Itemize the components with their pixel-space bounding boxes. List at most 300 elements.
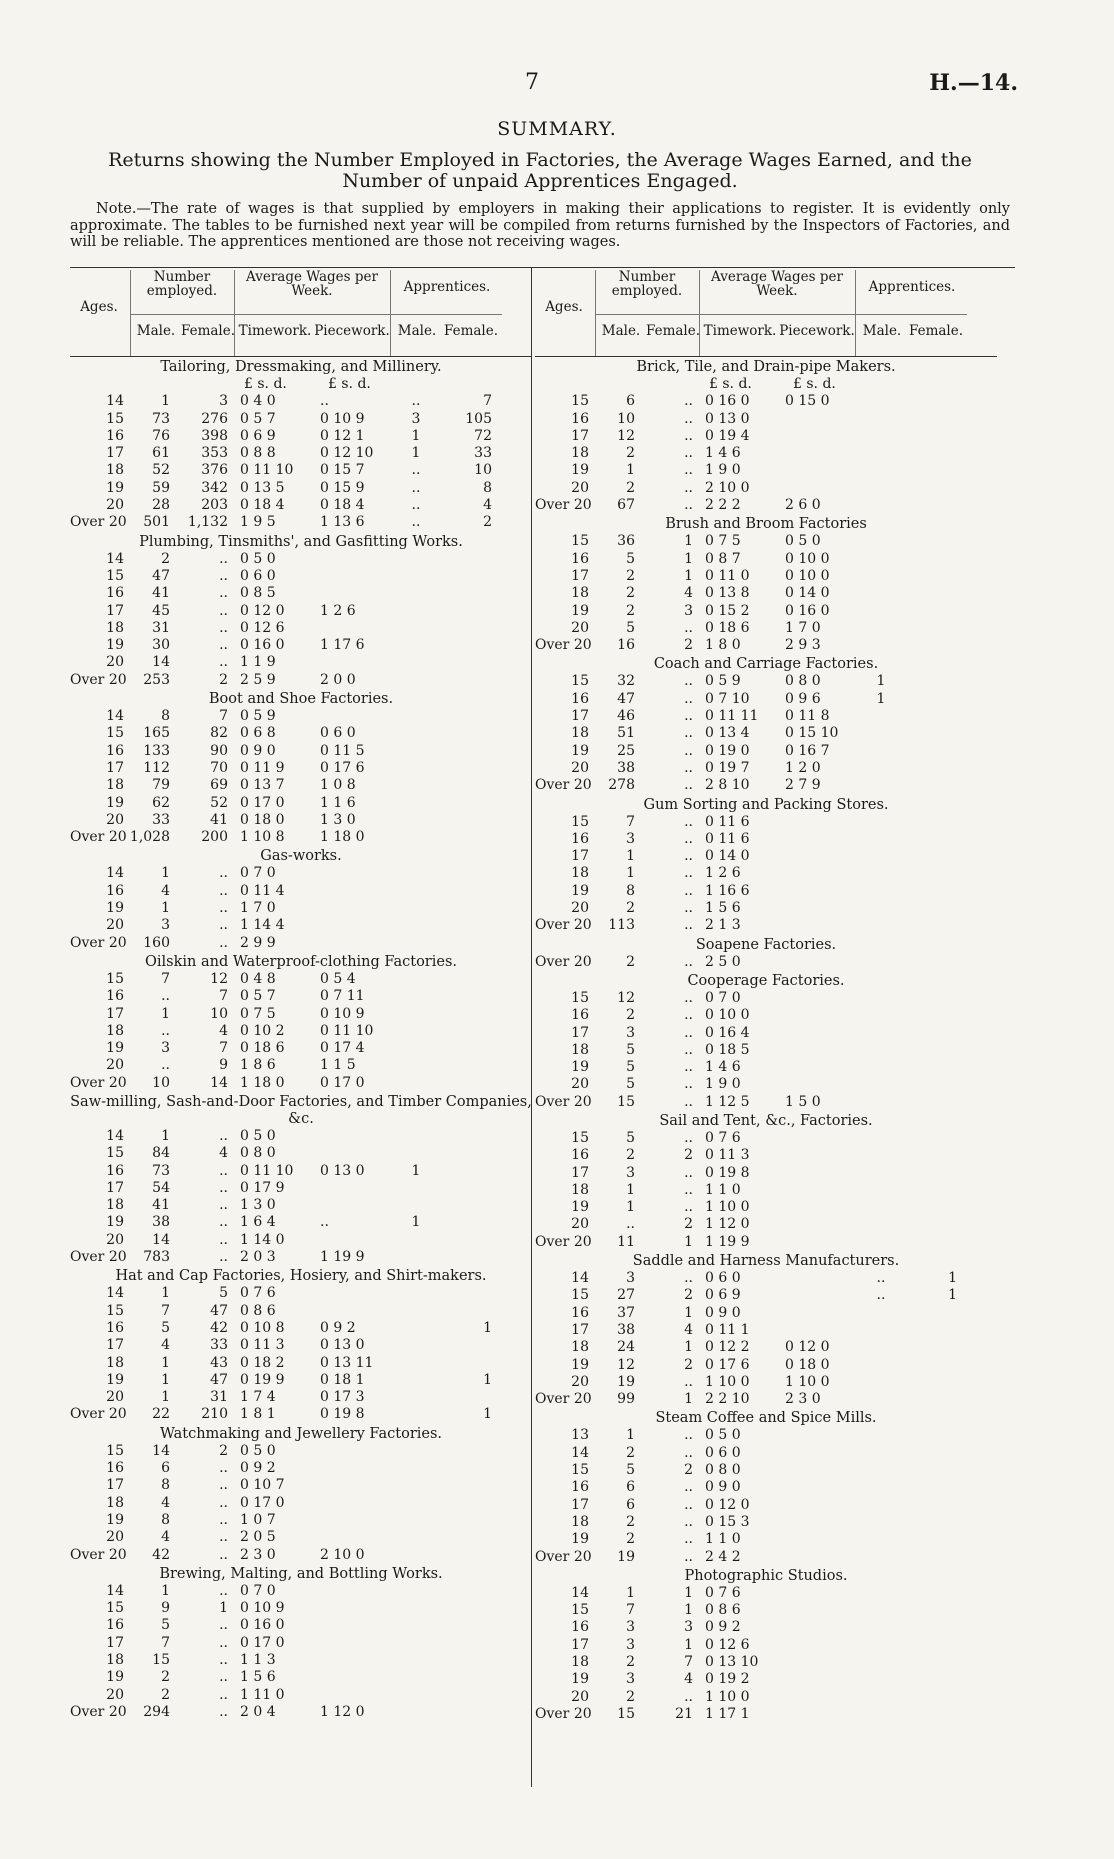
cell-apprentice-male [392, 1600, 440, 1617]
cell-female-employed: .. [219, 934, 228, 951]
cell-piecework [783, 1287, 857, 1304]
cell-apprentice-female [905, 1531, 963, 1548]
cell-piecework [783, 428, 857, 445]
cell-piecework [783, 1514, 857, 1531]
cell-timework: 2 2 10 [705, 1391, 750, 1408]
cell-apprentice-female [905, 1042, 963, 1059]
cell-male-employed: 5 [161, 1617, 170, 1634]
cell-age: Over 20 [70, 829, 127, 846]
cell-female-employed: .. [684, 1093, 693, 1110]
cell-timework: 1 6 4 [240, 1214, 276, 1231]
document-reference: H.—14. [929, 70, 1018, 96]
cell-male-employed: 12 [617, 427, 635, 444]
table-row [535, 954, 997, 971]
cell-male-employed: 1 [161, 393, 170, 410]
cell-age: 18 [571, 585, 589, 602]
cell-timework: 1 9 0 [705, 1076, 741, 1093]
cell-age: 17 [106, 1634, 124, 1651]
cell-timework: 0 8 6 [705, 1602, 741, 1619]
cell-timework: 1 12 5 [705, 1093, 750, 1110]
cell-timework: 0 11 9 [240, 759, 285, 776]
left-table-body [70, 359, 532, 1721]
cell-female-employed: .. [219, 1686, 228, 1703]
cell-apprentice-female [905, 708, 963, 725]
cell-piecework: 0 13 0 [320, 1162, 365, 1179]
cell-male-employed: 47 [152, 567, 170, 584]
cell-piecework [318, 568, 392, 585]
section-title: Hat and Cap Factories, Hosiery, and Shirt-makers. [115, 1268, 487, 1285]
cell-apprentice-male: 1 [411, 1214, 421, 1231]
cell-apprentice-male: .. [876, 1287, 886, 1304]
cell-apprentice-female [905, 1076, 963, 1093]
cell-age: 18 [106, 1022, 124, 1039]
cell-female-employed: 1 [684, 1304, 693, 1321]
note-paragraph: Note.—The rate of wages is that supplied by employers in making their applications to register. It is evidently only approximate. The tables to be furnished next year will be compiled from returns furnished by the Inspectors of Factories, and will be reliable. The apprentices mentioned are those not receiving wages. [70, 201, 1010, 250]
cell-male-employed: 62 [152, 794, 170, 811]
cell-timework: 0 18 4 [240, 497, 285, 514]
cell-female-employed: 33 [210, 1337, 228, 1354]
cell-female-employed: 2 [219, 1442, 228, 1459]
table-row [70, 654, 532, 671]
cell-female-employed: .. [219, 654, 228, 671]
cell-age: 16 [106, 742, 124, 759]
cell-piecework [783, 1671, 857, 1688]
cell-apprentice-male [857, 760, 905, 777]
cell-piecework: 0 13 0 [320, 1337, 365, 1354]
table-row [535, 777, 997, 794]
cell-apprentice-female [905, 428, 963, 445]
table-row [535, 831, 997, 848]
cell-timework: 2 5 0 [705, 953, 741, 970]
cell-timework: 0 16 0 [240, 1617, 285, 1634]
cell-apprentice-male [857, 1165, 905, 1182]
cell-female-employed: .. [684, 1548, 693, 1565]
cell-piecework: 1 13 6 [320, 514, 365, 531]
cell-male-employed: 5 [626, 1059, 635, 1076]
table-row [70, 829, 532, 846]
table-row [70, 445, 532, 462]
cell-male-employed: 2 [626, 602, 635, 619]
cell-apprentice-female [905, 1147, 963, 1164]
cell-age: 14 [106, 865, 124, 882]
table-row [70, 1163, 532, 1180]
cell-male-employed: 2 [626, 567, 635, 584]
table-row [535, 883, 997, 900]
section-title: Brush and Broom Factories [665, 516, 867, 533]
cell-piecework: 2 9 3 [785, 637, 821, 654]
table-row [535, 1287, 997, 1304]
cell-piecework: 0 18 1 [320, 1371, 365, 1388]
cell-piecework: 0 17 3 [320, 1389, 365, 1406]
cell-timework: 0 11 11 [705, 708, 759, 725]
header-currency-timework: £ s. d. [244, 376, 287, 392]
cell-age: 14 [571, 1444, 589, 1461]
cell-piecework [783, 1654, 857, 1671]
cell-male-employed: .. [626, 1216, 635, 1233]
cell-piecework [783, 848, 857, 865]
table-row [70, 988, 532, 1005]
cell-apprentice-female [905, 637, 963, 654]
cell-apprentice-female [440, 1337, 498, 1354]
cell-apprentice-female: 1 [948, 1287, 957, 1304]
cell-apprentice-male [392, 1040, 440, 1057]
cell-female-employed: 376 [201, 462, 228, 479]
cell-apprentice-male: .. [876, 1270, 886, 1287]
cell-age: 16 [106, 585, 124, 602]
table-row [535, 1479, 997, 1496]
cell-female-employed: .. [219, 1617, 228, 1634]
cell-female-employed: 398 [201, 427, 228, 444]
cell-timework: 0 4 0 [240, 393, 276, 410]
cell-age: 19 [571, 462, 589, 479]
cell-apprentice-female [440, 1180, 498, 1197]
cell-age: 19 [106, 637, 124, 654]
cell-age: 17 [571, 848, 589, 865]
cell-apprentice-female [440, 1285, 498, 1302]
cell-piecework: 2 0 0 [320, 671, 356, 688]
cell-age: Over 20 [70, 671, 127, 688]
cell-male-employed: 38 [617, 1321, 635, 1338]
header-vline [130, 270, 131, 356]
cell-apprentice-female [440, 1652, 498, 1669]
cell-apprentice-female [440, 654, 498, 671]
cell-timework: 0 5 0 [240, 550, 276, 567]
cell-piecework: .. [320, 393, 329, 410]
cell-piecework [783, 1602, 857, 1619]
cell-apprentice-male [857, 480, 905, 497]
cell-piecework [783, 445, 857, 462]
cell-apprentice-male [857, 462, 905, 479]
cell-male-employed: 6 [161, 1460, 170, 1477]
cell-female-employed: 1 [684, 1584, 693, 1601]
cell-piecework: 0 19 8 [320, 1406, 365, 1423]
table-row [70, 743, 532, 760]
cell-timework: 0 18 6 [240, 1040, 285, 1057]
cell-male-employed: 19 [617, 1373, 635, 1390]
cell-apprentice-female [905, 1059, 963, 1076]
cell-male-employed: 2 [626, 953, 635, 970]
cell-apprentice-male [392, 935, 440, 952]
cell-timework: 0 15 3 [705, 1513, 750, 1530]
table-row [70, 1197, 532, 1214]
cell-apprentice-female [440, 1006, 498, 1023]
cell-apprentice-female [440, 1512, 498, 1529]
cell-female-employed: .. [219, 1477, 228, 1494]
cell-apprentice-male [857, 1549, 905, 1566]
cell-female-employed: 3 [684, 1619, 693, 1636]
cell-timework: 0 17 0 [240, 1634, 285, 1651]
cell-age: 14 [106, 1285, 124, 1302]
cell-apprentice-male [392, 1320, 440, 1337]
cell-male-employed: 1 [626, 1427, 635, 1444]
cell-timework: 0 6 9 [705, 1287, 741, 1304]
table-row [535, 1339, 997, 1356]
cell-female-employed: .. [684, 1059, 693, 1076]
cell-male-employed: 30 [152, 637, 170, 654]
table-row [70, 883, 532, 900]
cell-apprentice-female: 8 [483, 479, 492, 496]
cell-piecework [318, 1512, 392, 1529]
cell-female-employed: .. [684, 462, 693, 479]
cell-female-employed: 41 [210, 811, 228, 828]
cell-male-employed: 76 [152, 427, 170, 444]
section-title: Brewing, Malting, and Bottling Works. [159, 1565, 443, 1582]
cell-apprentice-female [440, 1075, 498, 1092]
cell-apprentice-male [392, 760, 440, 777]
cell-female-employed: .. [684, 445, 693, 462]
cell-male-employed: 67 [617, 497, 635, 514]
cell-apprentice-female [905, 1094, 963, 1111]
cell-female-employed: .. [219, 1197, 228, 1214]
table-row [535, 1462, 997, 1479]
cell-age: Over 20 [70, 1406, 127, 1423]
cell-female-employed: .. [219, 1231, 228, 1248]
cell-male-employed: 47 [617, 690, 635, 707]
cell-female-employed: 12 [210, 970, 228, 987]
cell-timework: 1 4 6 [705, 445, 741, 462]
cell-timework: 0 5 7 [240, 988, 276, 1005]
cell-male-employed: 3 [626, 830, 635, 847]
cell-male-employed: 2 [161, 1686, 170, 1703]
table-row [70, 1635, 532, 1652]
cell-male-employed: 160 [143, 934, 170, 951]
cell-timework: 0 7 5 [705, 533, 741, 550]
cell-male-employed: 165 [143, 725, 170, 742]
cell-apprentice-male [857, 1199, 905, 1216]
cell-apprentice-female [905, 1479, 963, 1496]
cell-piecework: 0 18 0 [785, 1356, 830, 1373]
table-row [70, 760, 532, 777]
cell-apprentice-male [857, 831, 905, 848]
cell-male-employed: 1 [626, 848, 635, 865]
cell-age: 16 [106, 1617, 124, 1634]
cell-apprentice-female [905, 1671, 963, 1688]
cell-age: 17 [106, 1005, 124, 1022]
cell-female-employed: 1 [219, 1600, 228, 1617]
table-row [535, 1199, 997, 1216]
cell-age: 16 [106, 1319, 124, 1336]
cell-male-employed: 1 [626, 865, 635, 882]
cell-apprentice-female [440, 708, 498, 725]
cell-male-employed: 41 [152, 585, 170, 602]
table-row [70, 1495, 532, 1512]
cell-piecework [783, 1462, 857, 1479]
cell-timework: 0 13 7 [240, 777, 285, 794]
cell-age: 15 [106, 1145, 124, 1162]
cell-age: 17 [106, 1477, 124, 1494]
cell-male-employed: 38 [617, 759, 635, 776]
cell-male-employed: 51 [617, 725, 635, 742]
cell-age: 17 [571, 567, 589, 584]
cell-apprentice-female [905, 497, 963, 514]
table-row [535, 1322, 997, 1339]
cell-female-employed: .. [219, 900, 228, 917]
cell-male-employed: 1 [161, 1582, 170, 1599]
table-row [535, 1234, 997, 1251]
cell-apprentice-male [857, 497, 905, 514]
table-row [535, 393, 997, 410]
cell-apprentice-female [905, 1025, 963, 1042]
cell-female-employed: .. [219, 585, 228, 602]
cell-timework: 0 12 2 [705, 1339, 750, 1356]
cell-male-employed: 2 [626, 900, 635, 917]
cell-age: 18 [571, 1181, 589, 1198]
cell-apprentice-male [392, 1372, 440, 1389]
cell-age: Over 20 [70, 1074, 127, 1091]
table-row [70, 1704, 532, 1721]
cell-piecework [318, 1180, 392, 1197]
cell-timework: 0 5 9 [240, 708, 276, 725]
cell-male-employed: 3 [161, 1040, 170, 1057]
cell-apprentice-male [392, 1180, 440, 1197]
cell-female-employed: 5 [219, 1285, 228, 1302]
cell-timework: 1 16 6 [705, 882, 750, 899]
table-row [535, 848, 997, 865]
right-table [535, 270, 997, 1723]
cell-age: 18 [106, 1652, 124, 1668]
cell-apprentice-male [857, 1637, 905, 1654]
cell-piecework [783, 1182, 857, 1199]
cell-timework: 0 11 1 [705, 1321, 750, 1338]
cell-timework: 0 10 8 [240, 1319, 285, 1336]
table-row [70, 1006, 532, 1023]
cell-timework: 1 8 6 [240, 1057, 276, 1074]
cell-male-employed: 24 [617, 1339, 635, 1356]
cell-apprentice-female [440, 935, 498, 952]
table-row [70, 971, 532, 988]
cell-timework: 0 10 9 [240, 1600, 285, 1617]
cell-age: 19 [106, 479, 124, 496]
cell-male-employed: 2 [626, 585, 635, 602]
section-title: Oilskin and Waterproof-clothing Factories. [144, 953, 458, 970]
table-row [70, 568, 532, 585]
cell-timework: 0 12 6 [240, 619, 285, 636]
cell-timework: 0 18 6 [705, 619, 750, 636]
header-apprentice-male: Male. [397, 323, 437, 339]
cell-age: 18 [106, 777, 124, 794]
cell-apprentice-female [440, 743, 498, 760]
cell-apprentice-female [440, 1617, 498, 1634]
cell-timework: 0 9 2 [240, 1460, 276, 1477]
cell-female-employed: .. [219, 550, 228, 567]
cell-piecework [783, 814, 857, 831]
cell-apprentice-male [857, 568, 905, 585]
cell-female-employed: 31 [210, 1389, 228, 1406]
cell-timework: 1 10 0 [705, 1199, 750, 1216]
cell-age: 19 [106, 1371, 124, 1388]
cell-piecework [783, 1216, 857, 1233]
cell-male-employed: 3 [626, 1636, 635, 1653]
header-timework: Timework. [703, 323, 777, 339]
cell-age: Over 20 [535, 1548, 592, 1565]
cell-age: Over 20 [535, 1233, 592, 1250]
cell-male-employed: 278 [608, 777, 635, 794]
cell-apprentice-male [392, 603, 440, 620]
cell-apprentice-male [857, 865, 905, 882]
cell-female-employed: .. [219, 865, 228, 882]
cell-apprentice-female [905, 568, 963, 585]
cell-piecework: 0 15 10 [785, 725, 839, 742]
cell-apprentice-male [392, 551, 440, 568]
cell-age: 18 [571, 725, 589, 742]
cell-female-employed: .. [684, 1479, 693, 1496]
cell-timework: 0 8 8 [240, 445, 276, 462]
cell-female-employed: 7 [684, 1654, 693, 1670]
cell-female-employed: 70 [210, 759, 228, 776]
cell-piecework [318, 1197, 392, 1214]
cell-female-employed: 47 [210, 1371, 228, 1388]
table-row [535, 1689, 997, 1706]
cell-female-employed: .. [219, 1214, 228, 1231]
cell-female-employed: .. [684, 690, 693, 707]
cell-piecework: 0 15 7 [320, 462, 365, 479]
table-row [535, 1059, 997, 1076]
cell-age: 16 [106, 1162, 124, 1179]
cell-piecework: 0 11 8 [785, 708, 830, 725]
cell-apprentice-male [392, 1197, 440, 1214]
table-row [535, 725, 997, 742]
cell-female-employed: 3 [219, 393, 228, 410]
cell-apprentice-male [392, 1285, 440, 1302]
cell-female-employed: .. [219, 602, 228, 619]
cell-timework: 0 17 0 [240, 1494, 285, 1511]
cell-timework: 0 5 0 [240, 1442, 276, 1459]
cell-timework: 0 18 2 [240, 1354, 285, 1371]
cell-apprentice-male [392, 1006, 440, 1023]
cell-male-employed: 37 [617, 1304, 635, 1321]
table-row [70, 672, 532, 689]
cell-age: 15 [106, 1442, 124, 1459]
cell-apprentice-female [905, 814, 963, 831]
header-apprentice-female: Female. [908, 323, 964, 339]
table-row [535, 568, 997, 585]
cell-timework: 0 5 0 [240, 1127, 276, 1144]
cell-piecework [783, 1427, 857, 1444]
cell-age: 15 [106, 970, 124, 987]
table-row [70, 497, 532, 514]
cell-apprentice-male [857, 1619, 905, 1636]
cell-male-employed: 42 [152, 1546, 170, 1563]
cell-age: 19 [106, 1511, 124, 1528]
cell-female-employed: 7 [219, 988, 228, 1005]
cell-female-employed: .. [684, 410, 693, 427]
cell-piecework [318, 1617, 392, 1634]
table-row [535, 1305, 997, 1322]
cell-apprentice-male [857, 1322, 905, 1339]
cell-piecework [318, 620, 392, 637]
table-row [70, 1057, 532, 1074]
cell-timework: 0 5 7 [240, 410, 276, 427]
cell-female-employed: .. [684, 619, 693, 636]
cell-apprentice-female [905, 1637, 963, 1654]
cell-male-employed: 41 [152, 1197, 170, 1214]
section-title: Boot and Shoe Factories. [208, 691, 394, 708]
cell-timework: 0 7 10 [705, 690, 750, 707]
section-title: Brick, Tile, and Drain-pipe Makers. [636, 359, 896, 375]
cell-apprentice-female [440, 1477, 498, 1494]
cell-timework: 0 5 0 [705, 1427, 741, 1444]
cell-apprentice-male [857, 1357, 905, 1374]
cell-female-employed: 4 [684, 1671, 693, 1688]
cell-timework: 1 2 6 [705, 865, 741, 882]
cell-piecework [318, 1600, 392, 1617]
cell-male-employed: 11 [617, 1233, 635, 1250]
cell-piecework: 2 3 0 [785, 1391, 821, 1408]
cell-piecework: 0 15 9 [320, 479, 365, 496]
cell-piecework [783, 1479, 857, 1496]
table-row [70, 1128, 532, 1145]
cell-apprentice-male [392, 637, 440, 654]
